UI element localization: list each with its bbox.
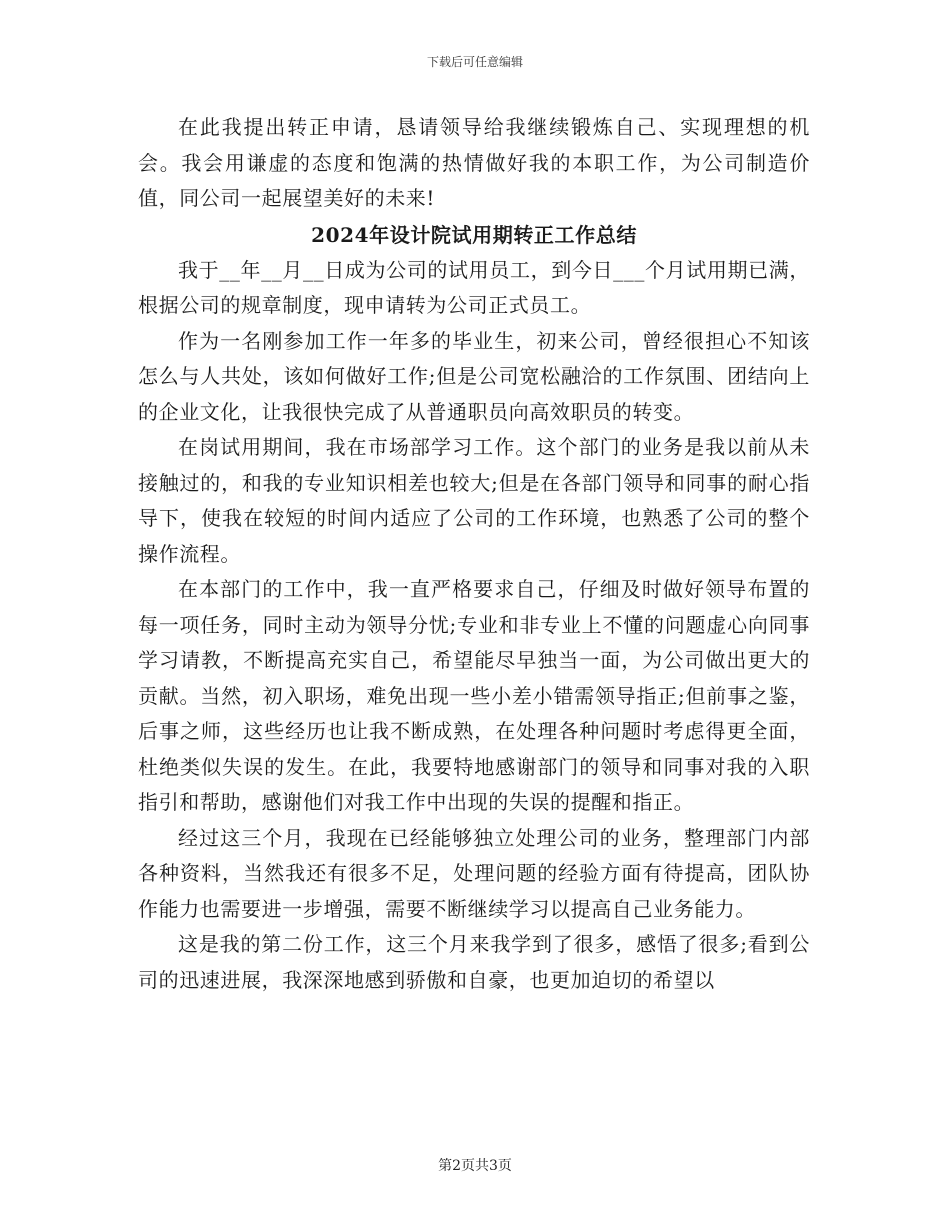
body-paragraph-6: 这是我的第二份工作，这三个月来我学到了很多，感悟了很多;看到公司的迅速进展，我深深地感到骄傲和自豪，也更加迫切的希望以: [138, 932, 810, 992]
body-paragraph-5: 经过这三个月，我现在已经能够独立处理公司的业务，整理部门内部各种资料，当然我还有很多不足，处理问题的经验方面有待提高，团队协作能力也需要进一步增强，需要不断继续学习以提高自己业务能力。: [138, 825, 810, 921]
body-paragraph-1: 我于__年__月__日成为公司的试用员工，到今日___个月试用期已满，根据公司的规章制度，现申请转为公司正式员工。: [138, 257, 810, 317]
body-paragraph-3: 在岗试用期间，我在市场部学习工作。这个部门的业务是我以前从未接触过的，和我的专业知识相差也较大;但是在各部门领导和同事的耐心指导下，使我在较短的时间内适应了公司的工作环境，也熟悉了公司的整个操作流程。: [138, 435, 810, 566]
document-title: 2024年设计院试用期转正工作总结: [311, 222, 637, 247]
page-header: 下载后可任意编辑: [426, 55, 523, 69]
document-body: [138, 110, 810, 998]
body-paragraph-2: 作为一名刚参加工作一年多的毕业生，初来公司，曾经很担心不知该怎么与人共处，该如何做好工作;但是公司宽松融洽的工作氛围、团结向上的企业文化，让我很快完成了从普通职员向高效职员的转变。: [138, 328, 810, 424]
page-number: 第2页共3页: [438, 1158, 512, 1174]
intro-paragraph: 在此我提出转正申请，恳请领导给我继续锻炼自己、实现理想的机会。我会用谦虚的态度和饱满的热情做好我的本职工作，为公司制造价值，同公司一起展望美好的未来!: [138, 115, 810, 210]
body-paragraph-4: 在本部门的工作中，我一直严格要求自己，仔细及时做好领导布置的每一项任务，同时主动为领导分忧;专业和非专业上不懂的问题虚心向同事学习请教，不断提高充实自己，希望能尽早独当一面，为公司做出更大的贡献。当然，初入职场，难免出现一些小差小错需领导指正;但前事之鉴，后事之师，这些经历也让我不断成熟，在处理各种问题时考虑得更全面，杜绝类似失误的发生。在此，我要特地感谢部门的领导和同事对我的入职指引和帮助，感谢他们对我工作中出现的失误的提醒和指正。: [138, 577, 810, 814]
